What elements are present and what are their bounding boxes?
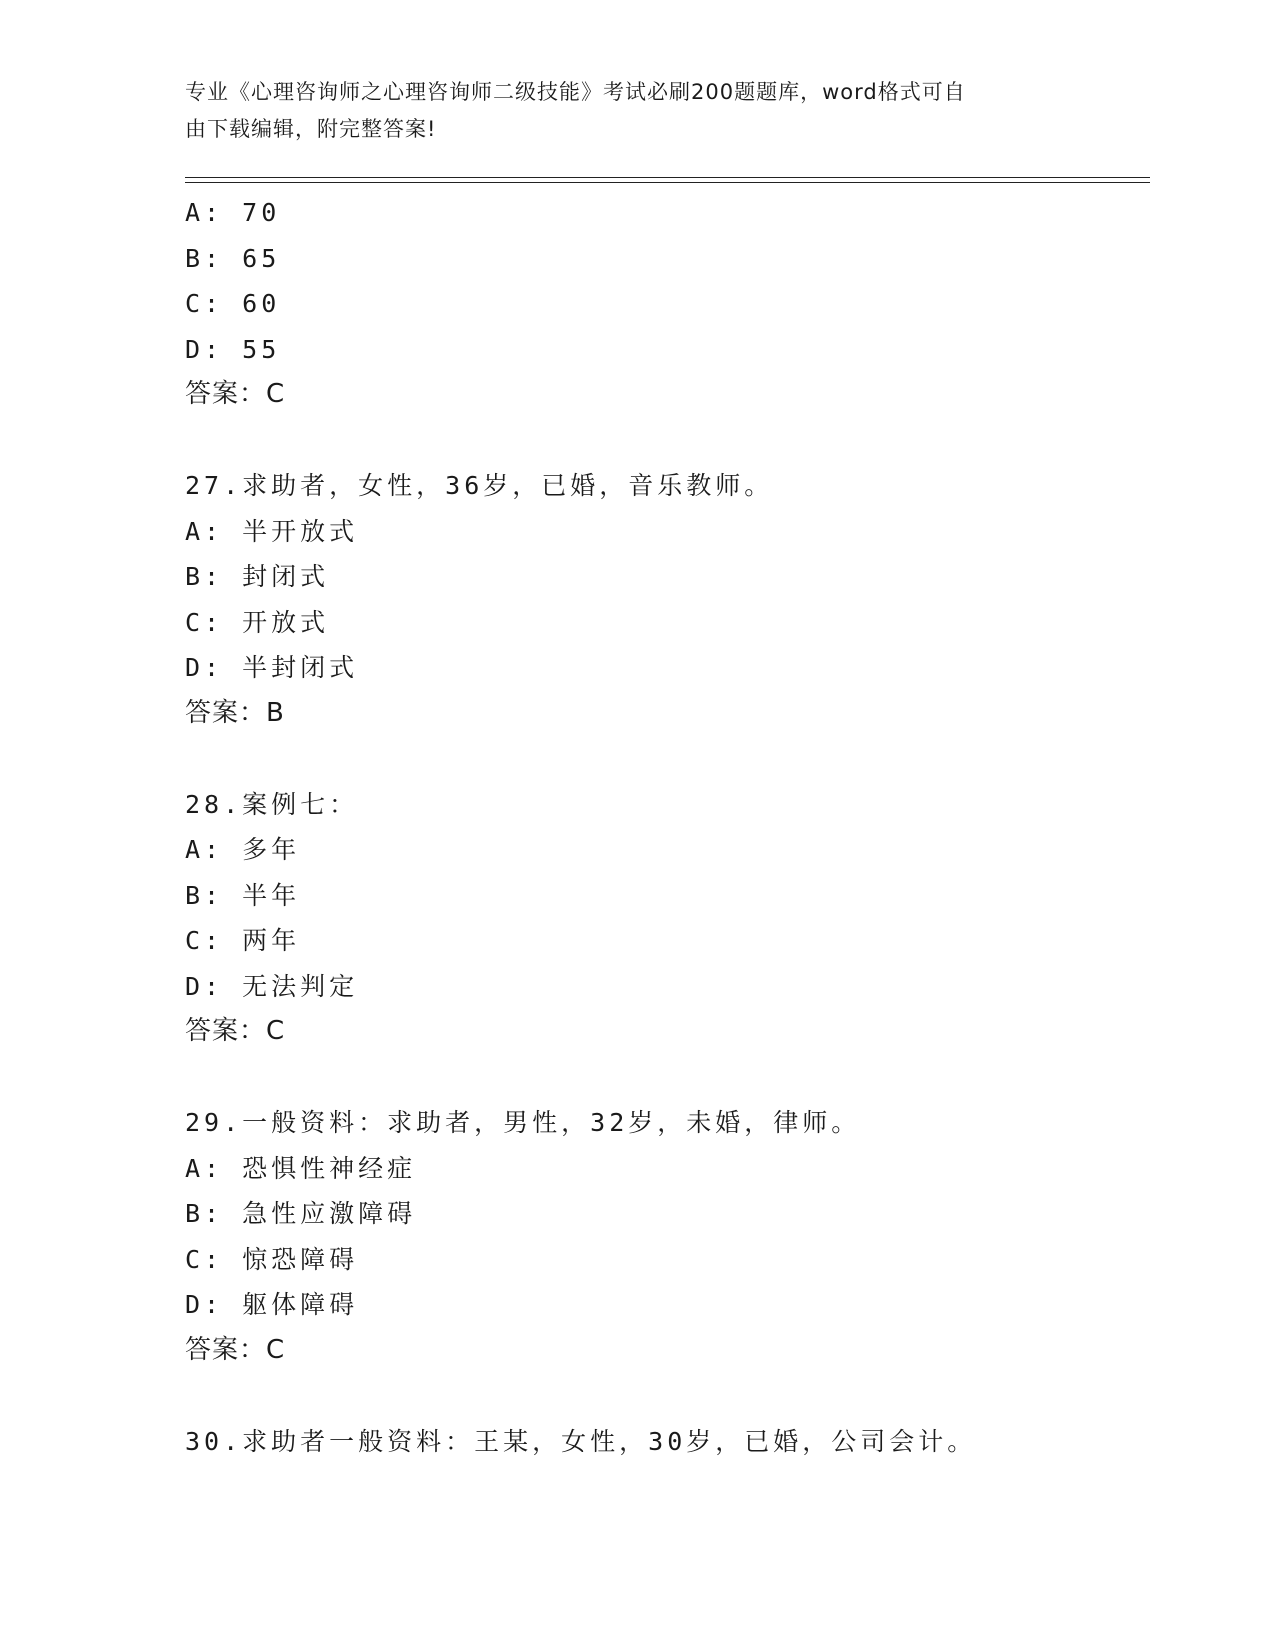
option-b: B: 急性应激障碍 [185,1199,417,1228]
spacer [185,1055,1150,1101]
option-b: B: 65 [185,243,281,273]
option-b: B: 封闭式 [185,562,330,591]
answer-line: 答案：C [185,1334,286,1365]
header-line-1: 专业《心理咨询师之心理咨询师二级技能》考试必刷200题题库，word格式可自 [185,80,966,104]
answer-line: 答案：C [185,379,286,409]
header-divider [185,177,1150,183]
option-c: C: 惊恐障碍 [185,1244,359,1274]
spacer [185,736,1150,782]
question-stem: 27.求助者，女性，36岁，已婚，音乐教师。 [185,471,774,500]
option-a: A: 恐惧性神经症 [185,1153,417,1183]
answer-line: 答案：B [185,697,285,728]
option-a: A: 多年 [185,835,301,864]
question-30 [185,1419,1150,1465]
option-b: B: 半年 [185,880,301,910]
question-stem: 28.案例七： [185,789,359,819]
header-line-2: 由下载编辑，附完整答案! [185,117,437,141]
question-27 [185,463,1150,736]
option-c: C: 两年 [185,926,301,955]
option-d: D: 半封闭式 [185,653,359,682]
option-d: D: 无法判定 [185,971,359,1001]
question-stem: 29.一般资料：求助者，男性，32岁，未婚，律师。 [185,1108,861,1137]
question-stem: 30.求助者一般资料：王某，女性，30岁，已婚，公司会计。 [185,1426,977,1456]
option-a: A: 半开放式 [185,516,359,546]
option-c: C: 开放式 [185,607,330,637]
option-d: D: 55 [185,334,281,364]
document-header [185,74,1065,148]
spacer [185,418,1150,464]
option-c: C: 60 [185,289,281,318]
question-list [185,190,1150,1464]
question-28 [185,782,1150,1055]
option-d: D: 躯体障碍 [185,1290,359,1319]
question-26-continued [185,190,1150,418]
spacer [185,1373,1150,1419]
question-29 [185,1100,1150,1373]
option-a: A: 70 [185,198,281,227]
answer-line: 答案：C [185,1016,286,1046]
